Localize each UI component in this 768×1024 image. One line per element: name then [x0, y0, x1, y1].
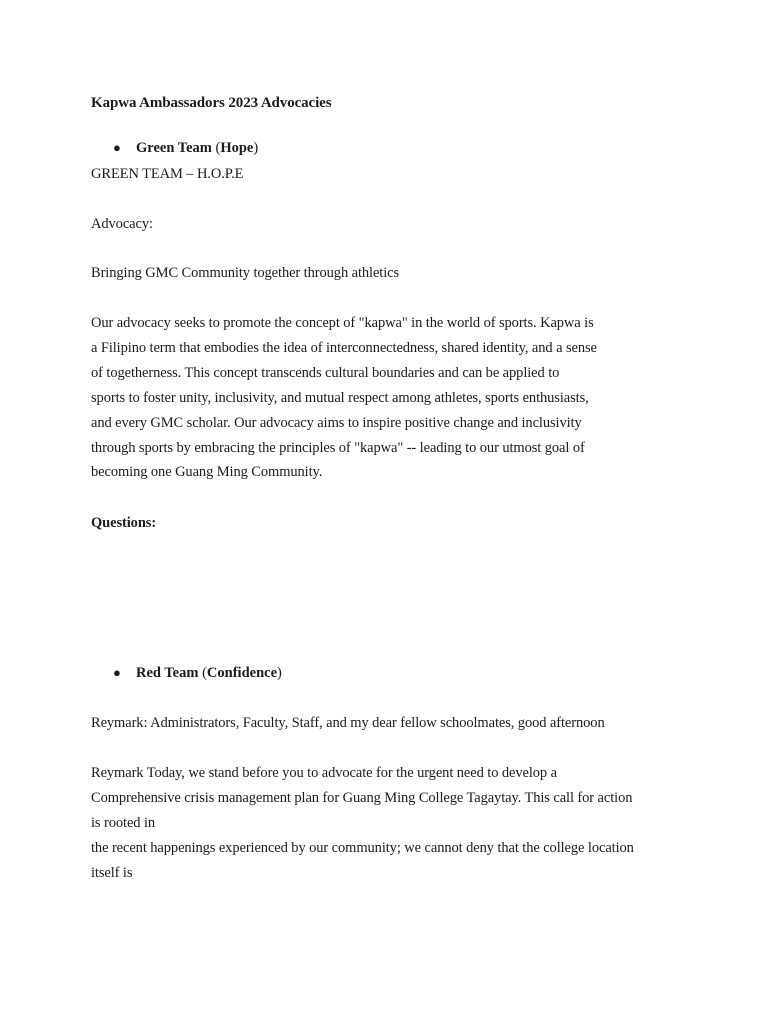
red-team-value: Confidence	[206, 665, 278, 681]
document-title: Kapwa Ambassadors 2023 Advocacies	[91, 95, 332, 111]
paragraph-line: the recent happenings experienced by our community; we cannot deny that the college location	[91, 840, 634, 856]
advocacy-label: Advocacy:	[91, 216, 153, 232]
paragraph-line: a Filipino term that embodies the idea of interconnectedness, shared identity, and a sense	[91, 340, 597, 356]
paragraph-line: itself is	[91, 865, 133, 881]
red-team-greeting: Reymark: Administrators, Faculty, Staff, and my dear fellow schoolmates, good afternoon	[91, 715, 605, 731]
paragraph-line: Our advocacy seeks to promote the concept of "kapwa" in the world of sports. Kapwa is	[91, 315, 594, 331]
paragraph-line: and every GMC scholar. Our advocacy aims to inspire positive change and inclusivity	[91, 415, 582, 431]
paragraph-line: through sports by embracing the principles of "kapwa" -- leading to our utmost goal of	[91, 440, 585, 456]
paragraph-line: sports to foster unity, inclusivity, and mutual respect among athletes, sports enthusiasts,	[91, 390, 589, 406]
paragraph-line: Reymark Today, we stand before you to advocate for the urgent need to develop a	[91, 765, 557, 781]
heading-paren-close: )	[253, 140, 259, 156]
bullet-icon: ●	[113, 665, 121, 680]
paragraph-line: becoming one Guang Ming Community.	[91, 464, 323, 480]
green-team-value: Hope	[220, 140, 254, 156]
paragraph-line: is rooted in	[91, 815, 156, 831]
heading-paren-open: (	[198, 665, 207, 681]
green-team-label: GREEN TEAM – H.O.P.E	[91, 166, 244, 182]
paragraph-line: Comprehensive crisis management plan for Guang Ming College Tagaytay. This call for action	[91, 790, 633, 806]
green-team-name: Green Team	[136, 140, 212, 156]
heading-paren-close: )	[277, 665, 282, 681]
bullet-icon: ●	[113, 140, 121, 155]
red-team-name: Red Team	[136, 665, 199, 681]
paragraph-line: of togetherness. This concept transcends cultural boundaries and can be applied to	[91, 365, 560, 381]
heading-paren-open: (	[211, 140, 221, 156]
advocacy-tagline: Bringing GMC Community together through athletics	[91, 265, 400, 281]
questions-label: Questions:	[91, 515, 157, 531]
